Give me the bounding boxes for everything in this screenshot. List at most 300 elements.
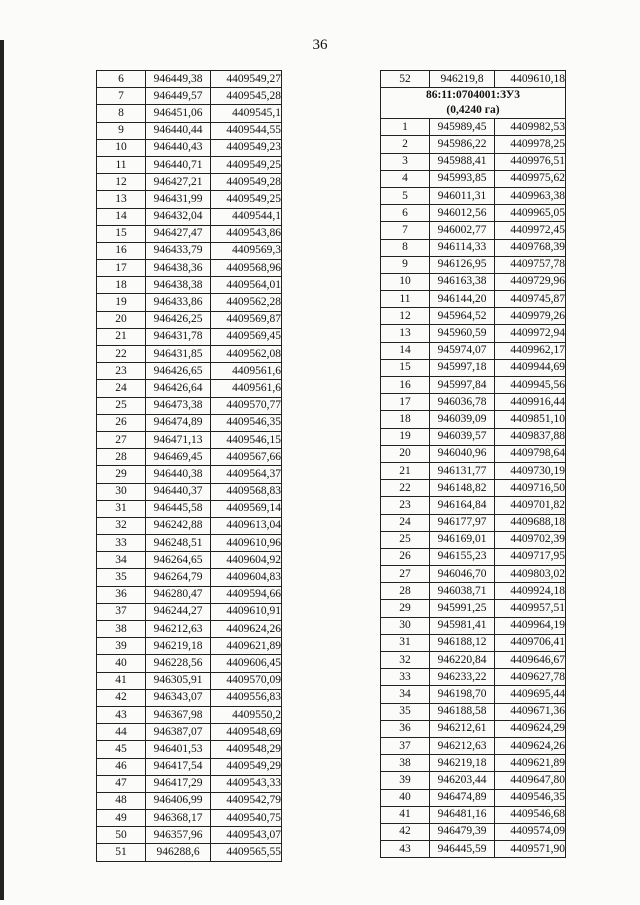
x-coordinate: 946244,27 — [146, 603, 211, 620]
point-number: 51 — [97, 844, 146, 861]
y-coordinate: 4409568,96 — [211, 260, 282, 277]
point-number: 13 — [97, 191, 146, 208]
table-row — [97, 621, 282, 638]
y-coordinate: 4409549,27 — [211, 71, 282, 88]
y-coordinate: 4409688,18 — [495, 514, 566, 531]
table-row — [97, 741, 282, 758]
x-coordinate: 946479,39 — [430, 823, 495, 840]
point-number: 42 — [97, 689, 146, 706]
x-coordinate: 946288,6 — [146, 844, 211, 861]
table-row — [97, 500, 282, 517]
y-coordinate: 4409562,28 — [211, 294, 282, 311]
y-coordinate: 4409962,17 — [495, 342, 566, 359]
x-coordinate: 946417,54 — [146, 758, 211, 775]
table-row — [97, 672, 282, 689]
y-coordinate: 4409978,25 — [495, 136, 566, 153]
point-number: 42 — [381, 823, 430, 840]
table-row — [381, 514, 566, 531]
point-number: 6 — [97, 71, 146, 88]
x-coordinate: 946038,71 — [430, 583, 495, 600]
table-row — [97, 414, 282, 431]
table-row — [381, 652, 566, 669]
y-coordinate: 4409549,28 — [211, 174, 282, 191]
table-row — [97, 225, 282, 242]
y-coordinate: 4409561,6 — [211, 363, 282, 380]
x-coordinate: 946440,37 — [146, 483, 211, 500]
point-number: 26 — [97, 414, 146, 431]
table-row — [97, 397, 282, 414]
x-coordinate: 946445,58 — [146, 500, 211, 517]
point-number: 10 — [381, 273, 430, 290]
table-row — [381, 566, 566, 583]
table-row — [97, 483, 282, 500]
table-row — [97, 792, 282, 809]
y-coordinate: 4409543,07 — [211, 827, 282, 844]
x-coordinate: 946406,99 — [146, 792, 211, 809]
table-row — [97, 139, 282, 156]
table-row — [381, 737, 566, 754]
table-row — [381, 325, 566, 342]
point-number: 14 — [97, 208, 146, 225]
y-coordinate: 4409671,36 — [495, 703, 566, 720]
table-row — [381, 239, 566, 256]
point-number: 31 — [97, 500, 146, 517]
point-number: 52 — [381, 71, 430, 88]
point-number: 27 — [381, 566, 430, 583]
x-coordinate: 946148,82 — [430, 480, 495, 497]
y-coordinate: 4409647,80 — [495, 772, 566, 789]
point-number: 16 — [97, 242, 146, 259]
point-number: 26 — [381, 548, 430, 565]
table-row — [381, 187, 566, 204]
point-number: 32 — [381, 652, 430, 669]
point-number: 17 — [97, 260, 146, 277]
table-row — [97, 758, 282, 775]
point-number: 21 — [381, 462, 430, 479]
point-number: 24 — [97, 380, 146, 397]
table-row — [381, 497, 566, 514]
x-coordinate: 946228,56 — [146, 655, 211, 672]
y-coordinate: 4409729,96 — [495, 273, 566, 290]
point-number: 48 — [97, 792, 146, 809]
x-coordinate: 946046,70 — [430, 566, 495, 583]
x-coordinate: 946426,65 — [146, 363, 211, 380]
point-number: 9 — [381, 256, 430, 273]
y-coordinate: 4409972,45 — [495, 222, 566, 239]
y-coordinate: 4409546,68 — [495, 806, 566, 823]
y-coordinate: 4409569,3 — [211, 242, 282, 259]
point-number: 21 — [97, 328, 146, 345]
x-coordinate: 945988,41 — [430, 153, 495, 170]
point-number: 43 — [381, 841, 430, 858]
point-number: 18 — [97, 277, 146, 294]
x-coordinate: 946481,16 — [430, 806, 495, 823]
point-number: 43 — [97, 706, 146, 723]
point-number: 41 — [97, 672, 146, 689]
y-coordinate: 4409621,89 — [495, 755, 566, 772]
point-number: 8 — [381, 239, 430, 256]
point-number: 25 — [97, 397, 146, 414]
table-row — [97, 827, 282, 844]
table-row — [97, 706, 282, 723]
point-number: 33 — [381, 669, 430, 686]
x-coordinate: 945974,07 — [430, 342, 495, 359]
x-coordinate: 946471,13 — [146, 431, 211, 448]
y-coordinate: 4409957,51 — [495, 600, 566, 617]
y-coordinate: 4409564,01 — [211, 277, 282, 294]
point-number: 28 — [97, 449, 146, 466]
point-number: 29 — [381, 600, 430, 617]
table-row — [381, 71, 566, 88]
y-coordinate: 4409916,44 — [495, 394, 566, 411]
y-coordinate: 4409706,41 — [495, 634, 566, 651]
x-coordinate: 946426,25 — [146, 311, 211, 328]
x-coordinate: 946433,79 — [146, 242, 211, 259]
table-row — [381, 342, 566, 359]
point-number: 38 — [97, 621, 146, 638]
point-number: 34 — [381, 686, 430, 703]
point-number: 40 — [97, 655, 146, 672]
y-coordinate: 4409624,29 — [495, 720, 566, 737]
table-row — [381, 394, 566, 411]
y-coordinate: 4409610,18 — [495, 71, 566, 88]
point-number: 47 — [97, 775, 146, 792]
scan-edge-bar — [0, 40, 4, 900]
y-coordinate: 4409646,67 — [495, 652, 566, 669]
point-number: 46 — [97, 758, 146, 775]
table-row — [381, 308, 566, 325]
point-number: 19 — [381, 428, 430, 445]
page-number: 36 — [312, 37, 328, 53]
x-coordinate: 946431,78 — [146, 328, 211, 345]
point-number: 39 — [381, 772, 430, 789]
table-row — [97, 277, 282, 294]
y-coordinate: 4409542,79 — [211, 792, 282, 809]
coordinates-table-right — [380, 70, 566, 858]
table-row — [97, 174, 282, 191]
y-coordinate: 4409730,19 — [495, 462, 566, 479]
y-coordinate: 4409549,23 — [211, 139, 282, 156]
point-number: 39 — [97, 638, 146, 655]
y-coordinate: 4409571,90 — [495, 841, 566, 858]
x-coordinate: 946357,96 — [146, 827, 211, 844]
x-coordinate: 946440,38 — [146, 466, 211, 483]
y-coordinate: 4409574,09 — [495, 823, 566, 840]
y-coordinate: 4409550,2 — [211, 706, 282, 723]
point-number: 49 — [97, 810, 146, 827]
y-coordinate: 4409545,1 — [211, 105, 282, 122]
table-row — [97, 208, 282, 225]
x-coordinate: 946198,70 — [430, 686, 495, 703]
table-row — [97, 88, 282, 105]
table-row — [381, 703, 566, 720]
point-number: 35 — [381, 703, 430, 720]
y-coordinate: 4409963,38 — [495, 187, 566, 204]
table-row — [97, 311, 282, 328]
point-number: 36 — [381, 720, 430, 737]
y-coordinate: 4409549,25 — [211, 156, 282, 173]
x-coordinate: 946367,98 — [146, 706, 211, 723]
x-coordinate: 946264,65 — [146, 552, 211, 569]
point-number: 7 — [381, 222, 430, 239]
y-coordinate: 4409569,14 — [211, 500, 282, 517]
point-number: 8 — [97, 105, 146, 122]
y-coordinate: 4409610,96 — [211, 535, 282, 552]
x-coordinate: 946169,01 — [430, 531, 495, 548]
x-coordinate: 946440,43 — [146, 139, 211, 156]
x-coordinate: 946131,77 — [430, 462, 495, 479]
x-coordinate: 946426,64 — [146, 380, 211, 397]
table-row — [97, 810, 282, 827]
point-number: 27 — [97, 431, 146, 448]
x-coordinate: 946012,56 — [430, 205, 495, 222]
x-coordinate: 945960,59 — [430, 325, 495, 342]
x-coordinate: 946440,71 — [146, 156, 211, 173]
table-row — [97, 517, 282, 534]
table-row — [97, 294, 282, 311]
point-number: 31 — [381, 634, 430, 651]
y-coordinate: 4409543,86 — [211, 225, 282, 242]
point-number: 10 — [97, 139, 146, 156]
table-row — [381, 256, 566, 273]
table-row — [381, 841, 566, 858]
y-coordinate: 4409570,09 — [211, 672, 282, 689]
x-coordinate: 946144,20 — [430, 291, 495, 308]
point-number: 50 — [97, 827, 146, 844]
x-coordinate: 945986,22 — [430, 136, 495, 153]
x-coordinate: 946431,99 — [146, 191, 211, 208]
point-number: 45 — [97, 741, 146, 758]
table-row — [97, 844, 282, 861]
x-coordinate: 946248,51 — [146, 535, 211, 552]
table-row — [381, 617, 566, 634]
x-coordinate: 946417,29 — [146, 775, 211, 792]
x-coordinate: 946368,17 — [146, 810, 211, 827]
x-coordinate: 946039,09 — [430, 411, 495, 428]
x-coordinate: 946469,45 — [146, 449, 211, 466]
y-coordinate: 4409544,1 — [211, 208, 282, 225]
point-number: 7 — [97, 88, 146, 105]
table-row — [97, 638, 282, 655]
y-coordinate: 4409972,94 — [495, 325, 566, 342]
point-number: 11 — [97, 156, 146, 173]
point-number: 44 — [97, 724, 146, 741]
y-coordinate: 4409570,77 — [211, 397, 282, 414]
point-number: 40 — [381, 789, 430, 806]
y-coordinate: 4409837,88 — [495, 428, 566, 445]
x-coordinate: 945997,18 — [430, 359, 495, 376]
x-coordinate: 946126,95 — [430, 256, 495, 273]
x-coordinate: 946438,36 — [146, 260, 211, 277]
x-coordinate: 946219,8 — [430, 71, 495, 88]
table-row — [381, 359, 566, 376]
table-row — [97, 535, 282, 552]
point-number: 29 — [97, 466, 146, 483]
table-row — [97, 71, 282, 88]
point-number: 16 — [381, 377, 430, 394]
y-coordinate: 4409606,45 — [211, 655, 282, 672]
x-coordinate: 946427,47 — [146, 225, 211, 242]
point-number: 3 — [381, 153, 430, 170]
table-row — [381, 136, 566, 153]
y-coordinate: 4409556,83 — [211, 689, 282, 706]
y-coordinate: 4409594,66 — [211, 586, 282, 603]
point-number: 25 — [381, 531, 430, 548]
x-coordinate: 946427,21 — [146, 174, 211, 191]
y-coordinate: 4409717,95 — [495, 548, 566, 565]
x-coordinate: 946433,86 — [146, 294, 211, 311]
x-coordinate: 946264,79 — [146, 569, 211, 586]
x-coordinate: 946188,12 — [430, 634, 495, 651]
table-row — [381, 600, 566, 617]
x-coordinate: 945991,25 — [430, 600, 495, 617]
x-coordinate: 946445,59 — [430, 841, 495, 858]
x-coordinate: 946164,84 — [430, 497, 495, 514]
parcel-area: (0,4240 га) — [446, 104, 500, 117]
x-coordinate: 946212,63 — [146, 621, 211, 638]
y-coordinate: 4409543,33 — [211, 775, 282, 792]
x-coordinate: 946233,22 — [430, 669, 495, 686]
table-row — [381, 411, 566, 428]
table-row — [97, 689, 282, 706]
point-number: 36 — [97, 586, 146, 603]
y-coordinate: 4409627,78 — [495, 669, 566, 686]
point-number: 12 — [381, 308, 430, 325]
x-coordinate: 946305,91 — [146, 672, 211, 689]
y-coordinate: 4409768,39 — [495, 239, 566, 256]
x-coordinate: 945981,41 — [430, 617, 495, 634]
y-coordinate: 4409546,35 — [211, 414, 282, 431]
y-coordinate: 4409613,04 — [211, 517, 282, 534]
table-row — [97, 603, 282, 620]
x-coordinate: 946474,89 — [430, 789, 495, 806]
y-coordinate: 4409604,92 — [211, 552, 282, 569]
parcel-cadastral-code: 86:11:0704001:ЗУ3 — [425, 89, 521, 102]
point-number: 38 — [381, 755, 430, 772]
table-row — [381, 462, 566, 479]
x-coordinate: 946449,38 — [146, 71, 211, 88]
y-coordinate: 4409975,62 — [495, 170, 566, 187]
table-row — [381, 823, 566, 840]
table-row — [97, 260, 282, 277]
x-coordinate: 945997,84 — [430, 377, 495, 394]
x-coordinate: 945964,52 — [430, 308, 495, 325]
table-row — [381, 273, 566, 290]
y-coordinate: 4409965,05 — [495, 205, 566, 222]
y-coordinate: 4409567,66 — [211, 449, 282, 466]
x-coordinate: 946474,89 — [146, 414, 211, 431]
x-coordinate: 946449,57 — [146, 88, 211, 105]
point-number: 15 — [97, 225, 146, 242]
table-row — [381, 377, 566, 394]
y-coordinate: 4409610,91 — [211, 603, 282, 620]
section-header-row — [381, 88, 566, 119]
x-coordinate: 945989,45 — [430, 119, 495, 136]
x-coordinate: 946039,57 — [430, 428, 495, 445]
point-number: 41 — [381, 806, 430, 823]
x-coordinate: 946219,18 — [146, 638, 211, 655]
y-coordinate: 4409569,87 — [211, 311, 282, 328]
table-row — [97, 242, 282, 259]
x-coordinate: 946155,23 — [430, 548, 495, 565]
y-coordinate: 4409798,64 — [495, 445, 566, 462]
table-row — [381, 445, 566, 462]
table-row — [381, 634, 566, 651]
point-number: 20 — [381, 445, 430, 462]
table-row — [97, 449, 282, 466]
x-coordinate: 946343,07 — [146, 689, 211, 706]
table-row — [97, 328, 282, 345]
point-number: 30 — [97, 483, 146, 500]
x-coordinate: 946401,53 — [146, 741, 211, 758]
point-number: 22 — [97, 346, 146, 363]
point-number: 30 — [381, 617, 430, 634]
point-number: 23 — [381, 497, 430, 514]
y-coordinate: 4409565,55 — [211, 844, 282, 861]
table-row — [97, 569, 282, 586]
x-coordinate: 946011,31 — [430, 187, 495, 204]
point-number: 15 — [381, 359, 430, 376]
y-coordinate: 4409851,10 — [495, 411, 566, 428]
y-coordinate: 4409716,50 — [495, 480, 566, 497]
table-row — [381, 806, 566, 823]
table-row — [381, 428, 566, 445]
y-coordinate: 4409621,89 — [211, 638, 282, 655]
point-number: 34 — [97, 552, 146, 569]
y-coordinate: 4409979,26 — [495, 308, 566, 325]
table-row — [381, 531, 566, 548]
x-coordinate: 946212,61 — [430, 720, 495, 737]
table-row — [97, 122, 282, 139]
point-number: 22 — [381, 480, 430, 497]
table-row — [381, 583, 566, 600]
y-coordinate: 4409540,75 — [211, 810, 282, 827]
point-number: 17 — [381, 394, 430, 411]
point-number: 19 — [97, 294, 146, 311]
y-coordinate: 4409624,26 — [495, 737, 566, 754]
y-coordinate: 4409803,02 — [495, 566, 566, 583]
table-row — [381, 772, 566, 789]
x-coordinate: 945993,85 — [430, 170, 495, 187]
table-row — [381, 720, 566, 737]
point-number: 18 — [381, 411, 430, 428]
x-coordinate: 946242,88 — [146, 517, 211, 534]
table-row — [381, 480, 566, 497]
x-coordinate: 946002,77 — [430, 222, 495, 239]
x-coordinate: 946451,06 — [146, 105, 211, 122]
y-coordinate: 4409545,28 — [211, 88, 282, 105]
table-row — [381, 222, 566, 239]
y-coordinate: 4409548,69 — [211, 724, 282, 741]
table-row — [97, 105, 282, 122]
table-row — [381, 119, 566, 136]
table-row — [97, 363, 282, 380]
point-number: 12 — [97, 174, 146, 191]
y-coordinate: 4409701,82 — [495, 497, 566, 514]
point-number: 13 — [381, 325, 430, 342]
y-coordinate: 4409562,08 — [211, 346, 282, 363]
table-row — [381, 789, 566, 806]
y-coordinate: 4409561,6 — [211, 380, 282, 397]
table-row — [97, 724, 282, 741]
point-number: 28 — [381, 583, 430, 600]
table-row — [381, 548, 566, 565]
y-coordinate: 4409568,83 — [211, 483, 282, 500]
table-row — [381, 170, 566, 187]
point-number: 23 — [97, 363, 146, 380]
point-number: 24 — [381, 514, 430, 531]
point-number: 4 — [381, 170, 430, 187]
